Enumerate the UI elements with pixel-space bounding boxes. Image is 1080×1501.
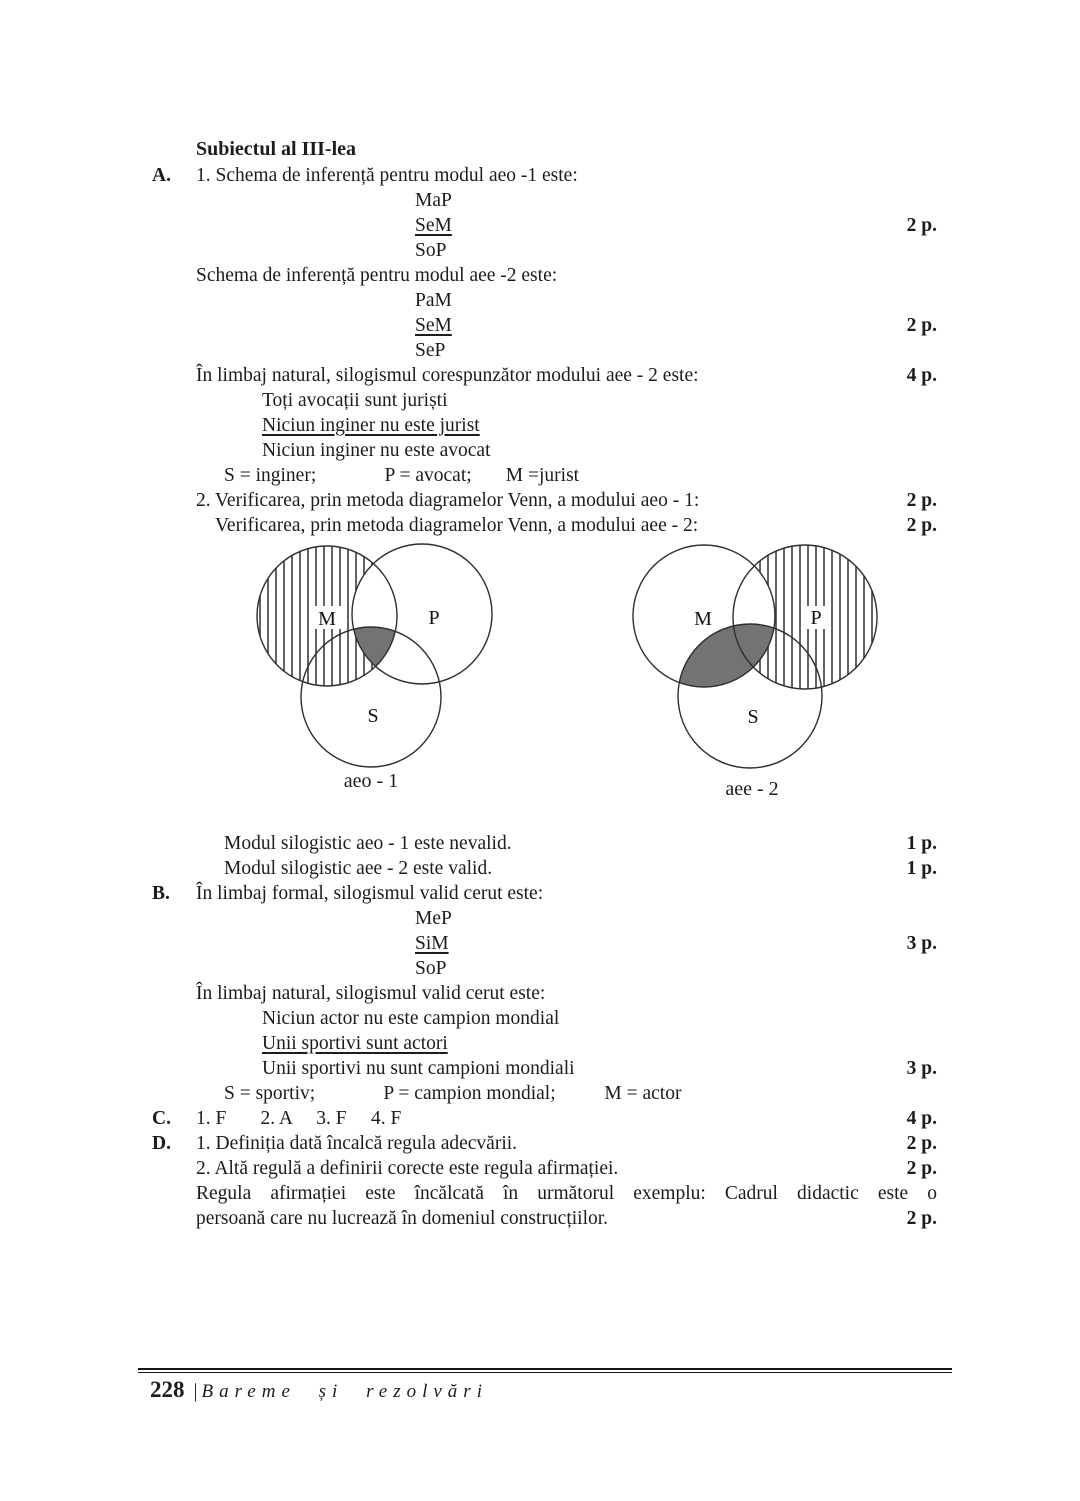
- section-label: B.: [152, 883, 170, 904]
- line-text: Toți avocații sunt juriști: [262, 390, 448, 411]
- line-text: SeM: [415, 315, 452, 336]
- text-block-bottom: [0, 831, 1080, 1231]
- line-text: 1. Definiția dată încalcă regula adecvării.: [196, 1133, 518, 1154]
- line-text: MeP: [415, 908, 452, 929]
- text-line: [0, 931, 1080, 956]
- line-text: MaP: [415, 190, 452, 211]
- line-text: În limbaj natural, silogismul corespunzător modului aee - 2 este:: [196, 365, 699, 386]
- points-value: 1 p.: [906, 858, 937, 879]
- line-text: SoP: [415, 240, 447, 261]
- circle-label-s: S: [747, 706, 759, 728]
- line-text: 1. F 2. A 3. F 4. F: [196, 1108, 402, 1129]
- text-line: [0, 488, 1080, 513]
- points-value: 3 p.: [906, 933, 937, 954]
- line-text: Verificarea, prin metoda diagramelor Venn, a modului aeo - 1:: [215, 490, 700, 511]
- text-line: [0, 856, 1080, 881]
- line-text: SeP: [415, 340, 446, 361]
- points-value: 4 p.: [906, 365, 937, 386]
- text-line: [0, 263, 1080, 288]
- line-text: S = sportiv; P = campion mondial; M = actor: [224, 1083, 682, 1104]
- circle-label-m: M: [318, 608, 336, 630]
- text-line: [0, 831, 1080, 856]
- line-text: Unii sportivi sunt actori: [262, 1033, 448, 1054]
- points-value: 3 p.: [906, 1058, 937, 1079]
- text-line: [0, 288, 1080, 313]
- text-line: [0, 1156, 1080, 1181]
- line-text: 2. Altă regulă a definirii corecte este regula afirmației.: [196, 1158, 619, 1179]
- text-line: [0, 513, 1080, 538]
- line-text: În limbaj natural, silogismul valid cerut este:: [196, 983, 546, 1004]
- text-line: [0, 438, 1080, 463]
- points-value: 4 p.: [906, 1108, 937, 1129]
- points-value: 2 p.: [906, 1208, 937, 1229]
- text-line: [0, 1081, 1080, 1106]
- points-value: 1 p.: [906, 833, 937, 854]
- text-line: [0, 1056, 1080, 1081]
- text-line: [0, 238, 1080, 263]
- text-line: [0, 188, 1080, 213]
- text-line: [0, 463, 1080, 488]
- line-text: Modul silogistic aeo - 1 este nevalid.: [224, 833, 512, 854]
- text-line: [0, 163, 1080, 188]
- text-line: [0, 981, 1080, 1006]
- section-label: A.: [152, 165, 171, 186]
- points-value: 2 p.: [906, 1158, 937, 1179]
- line-text: Unii sportivi nu sunt campioni mondiali: [262, 1058, 575, 1079]
- text-line: [0, 1206, 1080, 1231]
- venn-diagram-aee-2: [620, 535, 900, 780]
- text-block-top: [0, 163, 1080, 538]
- text-line: [0, 1031, 1080, 1056]
- venn-diagram-aeo-1: [240, 535, 520, 780]
- section-label: C.: [152, 1108, 171, 1129]
- book-title: Bareme și rezolvări: [201, 1381, 488, 1402]
- text-line: [0, 338, 1080, 363]
- item-number: 2.: [196, 490, 211, 511]
- line-text: SiM: [415, 933, 449, 954]
- line-text: 1. Schema de inferență pentru modul aeo -1 este:: [196, 165, 578, 186]
- points-value: 2 p.: [906, 490, 937, 511]
- section-label: D.: [152, 1133, 171, 1154]
- text-line: [0, 213, 1080, 238]
- section-heading: Subiectul al III-lea: [196, 138, 357, 160]
- line-text: Niciun inginer nu este jurist: [262, 415, 480, 436]
- circle-label-p: P: [810, 607, 822, 629]
- line-text: Regula afirmației este încălcată în următorul exemplu: Cadrul didactic este o: [196, 1183, 937, 1204]
- diagram-caption: aeo - 1: [343, 770, 399, 792]
- page-number: 228: [150, 1377, 185, 1402]
- line-text: În limbaj formal, silogismul valid cerut este:: [196, 883, 544, 904]
- points-value: 2 p.: [906, 1133, 937, 1154]
- line-text: PaM: [415, 290, 452, 311]
- points-value: 2 p.: [906, 515, 937, 536]
- line-text: SoP: [415, 958, 447, 979]
- text-line: [0, 313, 1080, 338]
- footer-rule: [138, 1368, 952, 1373]
- text-line: [0, 1106, 1080, 1131]
- line-text: Niciun inginer nu este avocat: [262, 440, 491, 461]
- text-line: [0, 363, 1080, 388]
- line-text: Modul silogistic aee - 2 este valid.: [224, 858, 493, 879]
- text-line: [0, 1006, 1080, 1031]
- footer-separator: |: [193, 1380, 198, 1402]
- text-line: [0, 906, 1080, 931]
- points-value: 2 p.: [906, 215, 937, 236]
- text-line: [0, 388, 1080, 413]
- text-line: [0, 413, 1080, 438]
- page-footer: [150, 1377, 488, 1405]
- circle-label-m: M: [694, 608, 712, 630]
- line-text: SeM: [415, 215, 452, 236]
- points-value: 2 p.: [906, 315, 937, 336]
- circle-label-p: P: [428, 607, 440, 629]
- line-text: persoană care nu lucrează în domeniul construcțiilor.: [196, 1208, 609, 1229]
- text-line: [0, 956, 1080, 981]
- diagram-caption: aee - 2: [725, 778, 779, 800]
- text-line: [0, 1131, 1080, 1156]
- line-text: S = inginer; P = avocat; M =jurist: [224, 465, 580, 486]
- line-text: Schema de inferență pentru modul aee -2 este:: [196, 265, 558, 286]
- circle-label-s: S: [367, 705, 379, 727]
- line-text: Verificarea, prin metoda diagramelor Venn, a modului aee - 2:: [215, 515, 699, 536]
- line-text: Niciun actor nu este campion mondial: [262, 1008, 560, 1029]
- text-line: [0, 881, 1080, 906]
- text-line: [0, 1181, 1080, 1206]
